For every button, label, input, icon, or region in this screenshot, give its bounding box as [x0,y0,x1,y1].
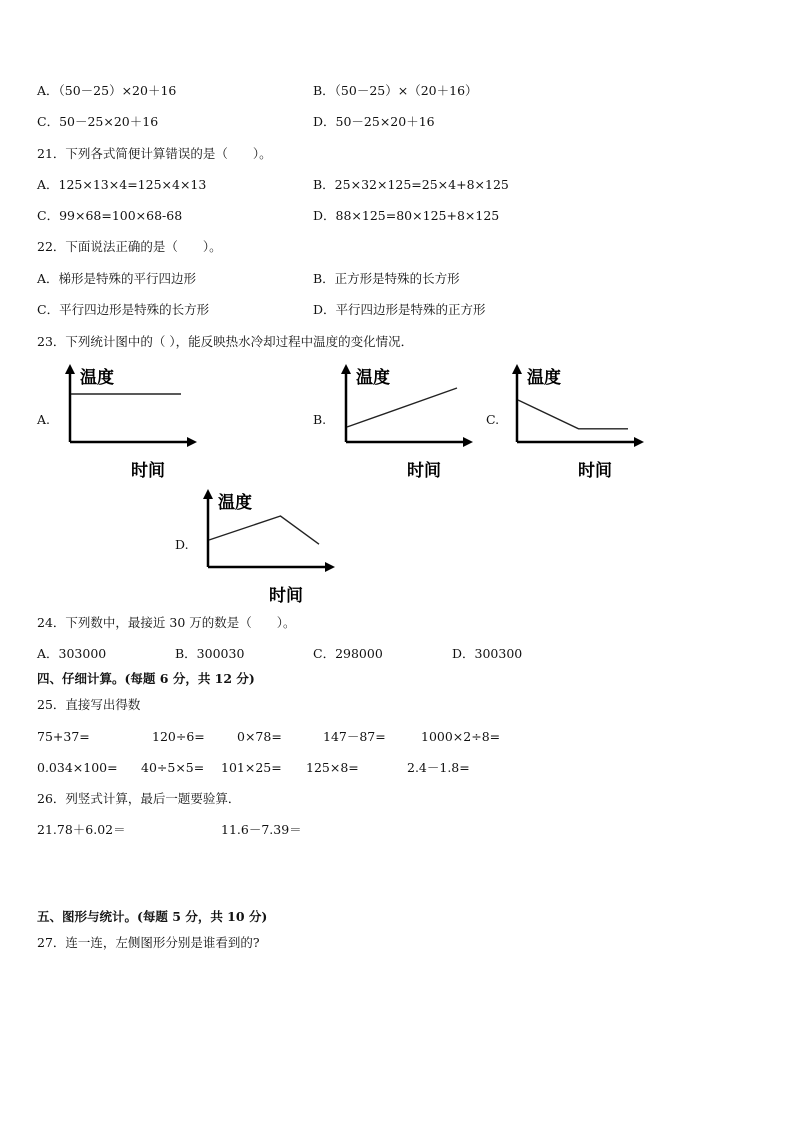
q25-r1-c5: 1000×2÷8= [421,729,501,744]
section-5-heading: 五、图形与统计。(每题 5 分，共 10 分) [37,909,268,924]
graph-a [60,362,210,480]
q21-option-a: A．125×13×4=125×4×13 [37,177,207,192]
section-4-heading: 四、仔细计算。(每题 6 分，共 12 分) [37,671,255,686]
y-axis-arrow [203,489,213,499]
q26-stem: 26．列竖式计算，最后一题要验算． [37,791,241,806]
q20-option-c: C．50－25×20＋16 [37,114,159,129]
graph-c-label: C. [486,412,500,427]
x-axis-arrow [187,437,197,447]
q24-option-b: B．300030 [175,646,245,661]
q20-option-d: D．50－25×20＋16 [313,114,435,129]
q22-option-c: C．平行四边形是特殊的长方形 [37,302,210,317]
q22-option-b: B．正方形是特殊的长方形 [313,271,460,286]
q27-stem: 27．连一连，左侧图形分别是谁看到的? [37,935,260,950]
graph-d-label: D. [175,537,189,552]
q25-r1-c2: 120÷6= [152,729,205,744]
q24-option-a: A．303000 [37,646,107,661]
q26-item-1: 21.78＋6.02＝ [37,822,126,837]
q21-option-c: C．99×68=100×68-68 [37,208,183,223]
y-axis-label: 温度 [218,493,252,513]
y-axis-arrow [65,364,75,374]
q25-r1-c1: 75+37= [37,729,90,744]
y-axis-arrow [341,364,351,374]
q25-r1-c3: 0×78= [237,729,282,744]
q21-option-d: D．88×125=80×125+8×125 [313,208,500,223]
x-axis-arrow [463,437,473,447]
q25-r2-c3: 101×25= [221,760,282,775]
graph-c [507,362,657,480]
q20-option-b: B．（50－25）×（20＋16） [313,83,478,98]
q25-r2-c5: 2.4－1.8= [407,760,470,775]
q25-r2-c4: 125×8= [306,760,359,775]
graph-b-label: B. [313,412,327,427]
q22-option-a: A．梯形是特殊的平行四边形 [37,271,197,286]
q20-option-a: A．（50－25）×20＋16 [37,83,177,98]
graph-b [336,362,486,480]
q24-option-d: D．300300 [452,646,523,661]
graph-d [198,487,348,605]
y-axis-arrow [512,364,522,374]
q22-option-d: D．平行四边形是特殊的正方形 [313,302,486,317]
q25-r1-c4: 147－87= [323,729,386,744]
x-axis-label: 时间 [578,461,612,481]
q25-r2-c1: 0.034×100= [37,760,118,775]
temperature-line [209,516,319,544]
x-axis-label: 时间 [269,586,303,606]
q22-stem: 22．下面说法正确的是（ ）。 [37,239,222,254]
y-axis-label: 温度 [80,368,114,388]
y-axis-label: 温度 [527,368,561,388]
temperature-line [518,400,628,429]
q24-stem: 24．下列数中，最接近 30 万的数是（ ）。 [37,615,296,630]
q21-stem: 21．下列各式简便计算错误的是（ ）。 [37,146,272,161]
q26-item-2: 11.6－7.39＝ [221,822,302,837]
q25-r2-c2: 40÷5×5= [141,760,205,775]
temperature-line [347,388,457,427]
q25-stem: 25．直接写出得数 [37,697,141,712]
q21-option-b: B．25×32×125=25×4+8×125 [313,177,509,192]
graph-a-label: A. [37,412,51,427]
q23-stem: 23．下列统计图中的（ ），能反映热水冷却过程中温度的变化情况． [37,334,414,349]
x-axis-label: 时间 [131,461,165,481]
x-axis-arrow [325,562,335,572]
q24-option-c: C．298000 [313,646,383,661]
y-axis-label: 温度 [356,368,390,388]
x-axis-label: 时间 [407,461,441,481]
x-axis-arrow [634,437,644,447]
